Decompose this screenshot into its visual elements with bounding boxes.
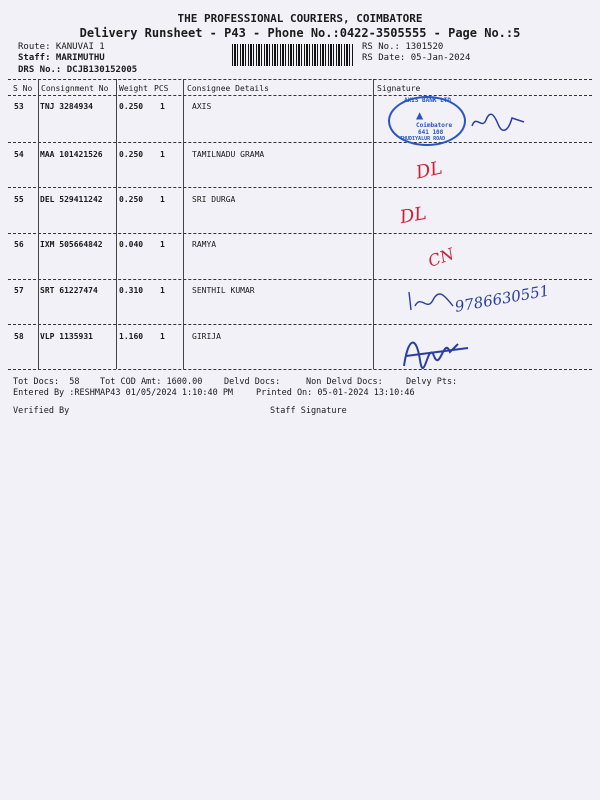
route-label: Route: KANUVAI 1 bbox=[18, 42, 105, 52]
delvy-pts: Delvy Pts: bbox=[406, 377, 458, 387]
row-pcs: 1 bbox=[160, 102, 165, 111]
non-delvd-docs: Non Delvd Docs: bbox=[306, 377, 383, 387]
drs-number: DRS No.: DCJB130152005 bbox=[18, 65, 138, 75]
staff-signature: Staff Signature bbox=[270, 406, 347, 416]
col-header-consignee: Consignee Details bbox=[187, 84, 269, 93]
col-header-consignment: Consignment No bbox=[41, 84, 109, 93]
row-rule bbox=[8, 279, 592, 280]
table-top-rule bbox=[8, 79, 592, 80]
row-weight: 1.160 bbox=[119, 332, 144, 341]
row-pcs: 1 bbox=[160, 286, 165, 295]
row-sno: 54 bbox=[14, 150, 24, 159]
company-title: THE PROFESSIONAL COURIERS, COIMBATORE bbox=[177, 12, 423, 25]
row-sno: 55 bbox=[14, 195, 24, 204]
row-weight: 0.250 bbox=[119, 195, 144, 204]
row-pcs: 1 bbox=[160, 332, 165, 341]
row-consignment: IXM 505664842 bbox=[40, 240, 103, 249]
row-pcs: 1 bbox=[160, 240, 165, 249]
bank-logo-icon: ▲ bbox=[416, 108, 424, 122]
column-divider bbox=[116, 79, 117, 369]
row-sno: 58 bbox=[14, 332, 24, 341]
column-divider bbox=[38, 79, 39, 369]
signature-scribble bbox=[398, 330, 478, 372]
col-header-weight: Weight bbox=[119, 84, 148, 93]
row-sno: 57 bbox=[14, 286, 24, 295]
handwritten-phone: 9786630551 bbox=[453, 281, 551, 316]
handwritten-dl: DL bbox=[414, 157, 445, 184]
row-consignment: VLP 1135931 bbox=[40, 332, 93, 341]
row-weight: 0.250 bbox=[119, 102, 144, 111]
stamp-line: THUDIYALUR ROAD bbox=[400, 136, 446, 142]
column-divider bbox=[183, 79, 184, 369]
signature-scribble bbox=[405, 288, 457, 314]
row-weight: 0.310 bbox=[119, 286, 144, 295]
handwritten-dl: DL bbox=[398, 202, 429, 229]
row-consignment: SRT 61227474 bbox=[40, 286, 98, 295]
verified-by: Verified By bbox=[13, 406, 70, 416]
bank-stamp bbox=[388, 96, 466, 146]
row-pcs: 1 bbox=[160, 195, 165, 204]
row-consignment: DEL 529411242 bbox=[40, 195, 103, 204]
delvd-docs: Delvd Docs: bbox=[224, 377, 281, 387]
row-consignee: TAMILNADU GRAMA bbox=[192, 150, 265, 159]
row-consignee: AXIS bbox=[192, 102, 212, 111]
rs-date: RS Date: 05-Jan-2024 bbox=[362, 53, 471, 63]
row-consignee: RAMYA bbox=[192, 240, 217, 249]
stamp-line: Coimbatore bbox=[416, 122, 453, 129]
header-rule bbox=[8, 95, 592, 96]
row-pcs: 1 bbox=[160, 150, 165, 159]
row-weight: 0.040 bbox=[119, 240, 144, 249]
staff-label: Staff: MARIMUTHU bbox=[18, 53, 105, 63]
col-header-pcs: PCS bbox=[154, 84, 169, 93]
row-rule bbox=[8, 233, 592, 234]
col-header-signature: Signature bbox=[377, 84, 421, 93]
row-consignment: MAA 101421526 bbox=[40, 150, 103, 159]
row-rule bbox=[8, 324, 592, 325]
row-consignment: TNJ 3284934 bbox=[40, 102, 93, 111]
printed-on: Printed On: 05-01-2024 13:10:46 bbox=[256, 388, 415, 398]
row-consignee: SRI DURGA bbox=[192, 195, 236, 204]
handwritten-cn: CN bbox=[425, 244, 457, 271]
signature-scribble bbox=[468, 110, 528, 134]
row-weight: 0.250 bbox=[119, 150, 144, 159]
stamp-line: 641 108 bbox=[418, 129, 444, 136]
row-rule bbox=[8, 142, 592, 143]
stamp-line: AXIS BANK LTD bbox=[404, 97, 451, 104]
table-bottom-rule bbox=[8, 369, 592, 370]
row-consignee: SENTHIL KUMAR bbox=[192, 286, 255, 295]
rs-number: RS No.: 1301520 bbox=[362, 42, 444, 52]
row-rule bbox=[8, 187, 592, 188]
tot-docs: Tot Docs: 58 bbox=[13, 377, 80, 387]
tot-cod-amt: Tot COD Amt: 1600.00 bbox=[100, 377, 203, 387]
column-divider bbox=[373, 79, 374, 369]
row-sno: 53 bbox=[14, 102, 24, 111]
entered-by: Entered By :RESHMAP43 01/05/2024 1:10:40 PM bbox=[13, 388, 234, 398]
row-consignee: GIRIJA bbox=[192, 332, 221, 341]
row-sno: 56 bbox=[14, 240, 24, 249]
col-header-sno: S No bbox=[13, 84, 33, 93]
runsheet-title: Delivery Runsheet - P43 - Phone No.:0422-3505555 - Page No.:5 bbox=[79, 26, 521, 40]
barcode bbox=[232, 44, 354, 66]
